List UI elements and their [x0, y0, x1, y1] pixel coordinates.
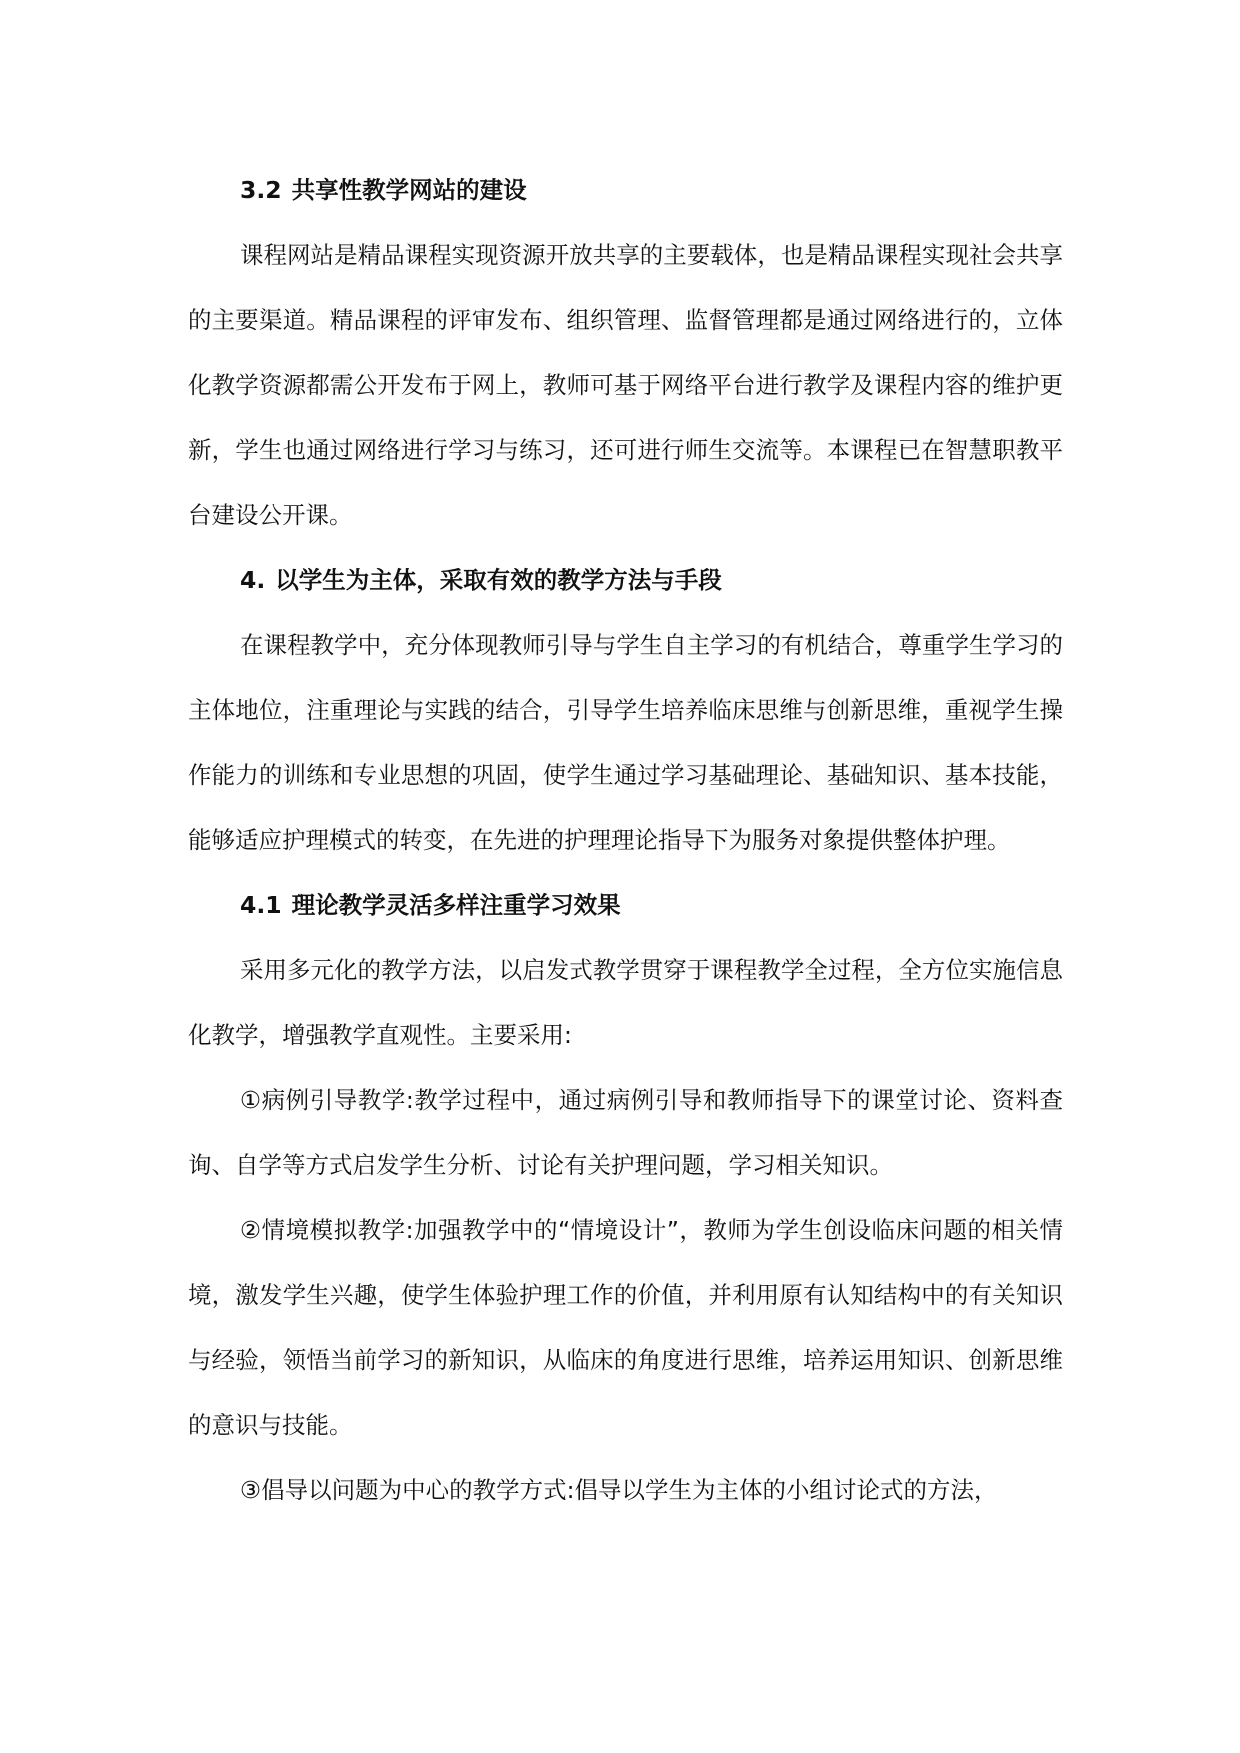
heading-number: 3.2 [240, 176, 282, 204]
section-heading-4-1 [188, 873, 1063, 938]
section-heading-4 [188, 548, 1063, 613]
section-heading-3-2 [188, 158, 1063, 223]
heading-text: 以学生为主体，采取有效的教学方法与手段 [275, 566, 722, 594]
paragraph: 采用多元化的教学方法，以启发式教学贯穿于课程教学全过程，全方位实施信息化教学，增强教学直观性。主要采用: [188, 956, 1063, 1049]
paragraph: ②情境模拟教学:加强教学中的“情境设计”，教师为学生创设临床问题的相关情境，激发学生兴趣，使学生体验护理工作的价值，并利用原有认知结构中的有关知识与经验，领悟当前学习的新知识，从临床的角度进行思维，培养运用知识、创新思维的意识与技能。 [188, 1216, 1063, 1439]
paragraph: 课程网站是精品课程实现资源开放共享的主要载体，也是精品课程实现社会共享的主要渠道。精品课程的评审发布、组织管理、监督管理都是通过网络进行的，立体化教学资源都需公开发布于网上，教师可基于网络平台进行教学及课程内容的维护更新，学生也通过网络进行学习与练习，还可进行师生交流等。本课程已在智慧职教平台建设公开课。 [188, 241, 1063, 529]
document-page [188, 158, 1063, 1523]
heading-number: 4.1 [240, 891, 282, 919]
heading-text: 共享性教学网站的建设 [291, 176, 527, 204]
paragraph: ③倡导以问题为中心的教学方式:倡导以学生为主体的小组讨论式的方法， [240, 1476, 998, 1504]
paragraph: ①病例引导教学:教学过程中，通过病例引导和教师指导下的课堂讨论、资料查询、自学等方式启发学生分析、讨论有关护理问题，学习相关知识。 [188, 1086, 1063, 1179]
paragraph: 在课程教学中，充分体现教师引导与学生自主学习的有机结合，尊重学生学习的主体地位，注重理论与实践的结合，引导学生培养临床思维与创新思维，重视学生操作能力的训练和专业思想的巩固，使学生通过学习基础理论、基础知识、基本技能，能够适应护理模式的转变，在先进的护理理论指导下为服务对象提供整体护理。 [188, 631, 1063, 854]
heading-number: 4. [240, 566, 266, 594]
heading-text: 理论教学灵活多样注重学习效果 [291, 891, 621, 919]
